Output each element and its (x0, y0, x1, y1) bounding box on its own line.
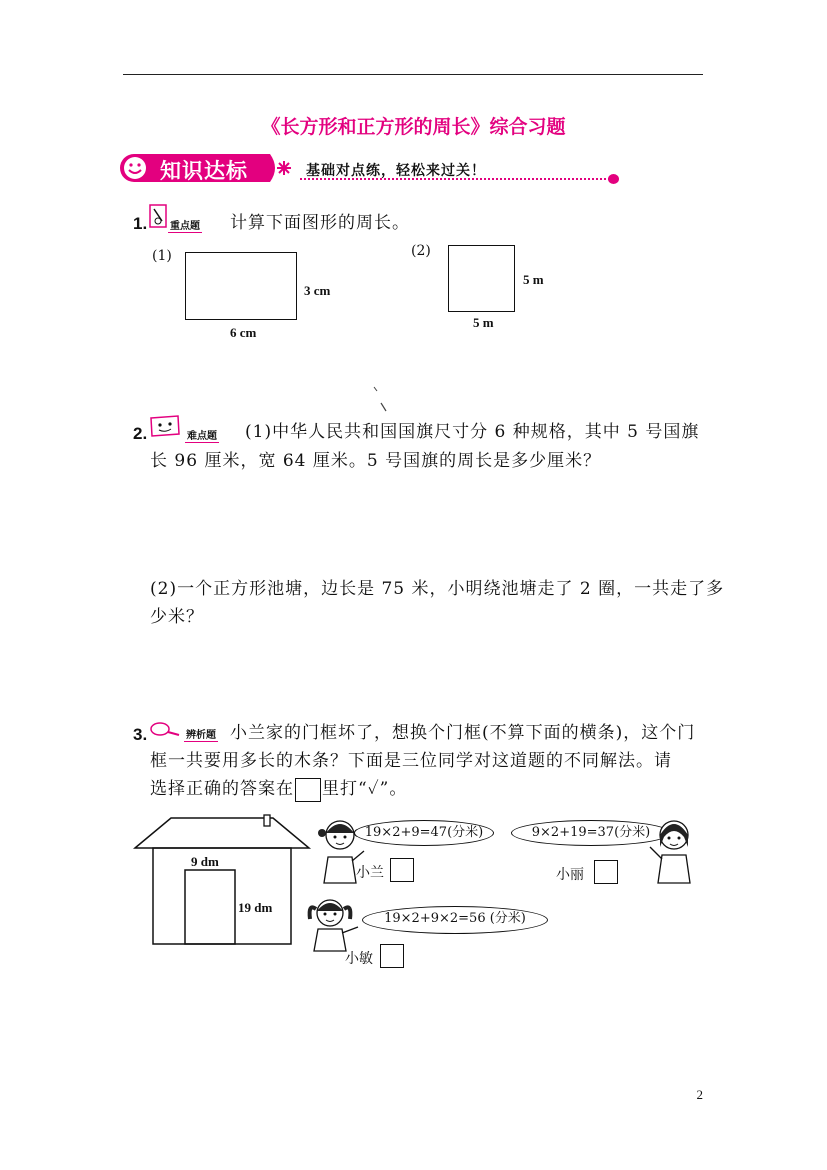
q3-line3-a: 选择正确的答案在 (150, 779, 294, 799)
q3-tag: 辨析题 (184, 726, 218, 742)
q1-tag: 重点题 (168, 217, 202, 233)
girl-xiaomin-illustration (306, 893, 362, 953)
q3-line3 (150, 774, 407, 805)
square-figure (448, 245, 515, 312)
q3-line2: 框一共要用多长的木条？下面是三位同学对这道题的不同解法。请 (150, 751, 672, 771)
q3-line3-b: 里打“✓”。 (322, 779, 408, 799)
student-name-xiaomin: 小敏 (345, 951, 373, 967)
fig2-width: 5 m (473, 315, 494, 330)
pencil-icon (148, 203, 168, 229)
scan-mark (372, 385, 392, 415)
banner-dot-end (608, 174, 619, 184)
q2-part1-line2: 长 96 厘米，宽 64 厘米。5 号国旗的周长是多少厘米？ (150, 451, 602, 471)
q2-tag: 难点题 (185, 427, 219, 443)
fig2-height: 5 m (523, 272, 544, 287)
rectangle-figure (185, 252, 297, 320)
house-drawing (133, 812, 313, 947)
banner-subtitle: 基础对点练，轻松来过关！ (306, 163, 486, 179)
fig1-height: 3 cm (304, 283, 331, 298)
answer-checkbox-xiaoli[interactable] (594, 860, 618, 884)
fig1-width: 6 cm (230, 325, 257, 340)
door-width-label: 9 dm (191, 854, 219, 869)
q2-number: 2. (133, 424, 148, 443)
q2-part2-line1: (2)一个正方形池塘，边长是 75 米，小明绕池塘走了 2 圈，一共走了多 (150, 579, 725, 599)
answer-checkbox-xiaolan[interactable] (390, 858, 414, 882)
fig1-label: (1) (152, 248, 172, 264)
header-rule (123, 74, 703, 75)
page-number: 2 (696, 1087, 703, 1102)
formula-bubble-xiaolan: 19×2+9=47(分米) (354, 820, 494, 846)
q3-number: 3. (133, 725, 148, 744)
answer-checkbox-xiaomin[interactable] (380, 944, 404, 968)
banner-dotted-line (300, 178, 610, 180)
q1-number: 1. (133, 214, 148, 233)
door-height-label: 19 dm (238, 900, 273, 915)
q1-text: 计算下面图形的周长。 (230, 213, 410, 233)
answer-box-sample (295, 778, 321, 802)
page-title: 《长方形和正方形的周长》综合习题 (261, 116, 566, 138)
q2-part2-line2: 少米？ (150, 607, 204, 627)
student-name-xiaolan: 小兰 (356, 865, 384, 881)
formula-bubble-xiaoli: 9×2+19=37(分米) (511, 820, 671, 846)
q3-line1: 小兰家的门框坏了，想换个门框(不算下面的横条)，这个门 (230, 723, 696, 743)
face-icon (148, 414, 182, 438)
formula-bubble-xiaomin: 19×2+9×2=56 (分米) (362, 906, 548, 934)
magnifier-icon (148, 720, 182, 738)
q2-part1-line1: (1)中华人民共和国国旗尺寸分 6 种规格，其中 5 号国旗 (245, 422, 700, 442)
fig2-label: (2) (411, 243, 431, 259)
girl-xiaoli-illustration (648, 813, 698, 885)
student-name-xiaoli: 小丽 (556, 867, 584, 883)
banner-title: 知识达标 (160, 159, 248, 183)
